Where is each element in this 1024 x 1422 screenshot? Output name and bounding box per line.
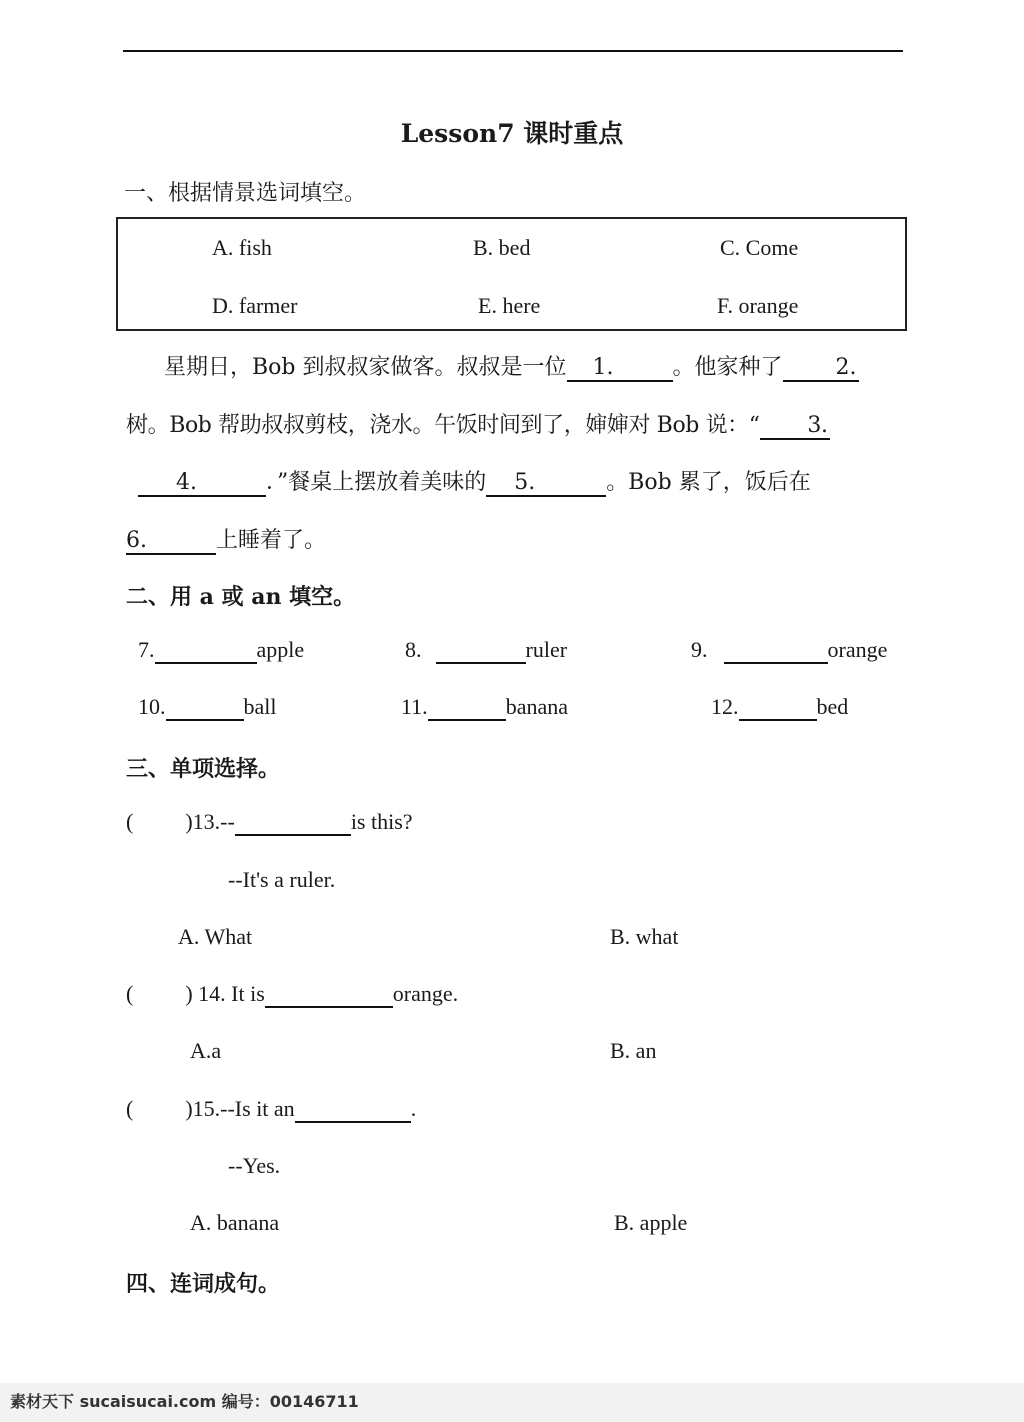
question-14-option-a: A.a <box>190 1038 222 1063</box>
question-stem: ) 14. It is <box>185 981 265 1006</box>
answer-paren-open: ( <box>126 981 134 1006</box>
item-word: orange <box>827 637 888 662</box>
blank-5: 5. <box>486 471 606 497</box>
answer-blank <box>436 638 526 664</box>
question-13-option-b: B. what <box>610 924 679 949</box>
question-14-option-b: B. an <box>610 1038 657 1063</box>
blank-1: 1. <box>567 356 673 382</box>
watermark-text: 素材天下 sucaisucai.com 编号：00146711 <box>10 1392 359 1411</box>
option-d: D. farmer <box>212 293 298 318</box>
question-13-reply: --It's a ruler. <box>228 867 336 892</box>
passage-text: 。Bob 累了，饭后在 <box>606 470 811 495</box>
passage-text: 星期日，Bob 到叔叔家做客。叔叔是一位 <box>164 355 567 380</box>
passage-line-4 <box>126 523 326 555</box>
option-c: C. Come <box>720 235 799 260</box>
item-11 <box>401 694 568 721</box>
passage-line-2 <box>126 408 830 440</box>
item-number: 10. <box>138 694 166 719</box>
item-word: apple <box>256 637 305 662</box>
answer-blank <box>724 638 828 664</box>
question-13 <box>126 809 413 836</box>
question-15-reply: --Yes. <box>228 1153 281 1178</box>
item-number: 8. <box>405 637 422 662</box>
answer-blank <box>739 695 817 721</box>
question-stem: )15.--Is it an <box>185 1096 295 1121</box>
answer-blank <box>428 695 506 721</box>
passage-line-1 <box>164 350 859 382</box>
item-word: bed <box>816 694 849 719</box>
item-number: 11. <box>401 694 428 719</box>
blank-2: 2. <box>783 356 859 382</box>
answer-blank <box>235 810 351 836</box>
item-8 <box>405 637 567 664</box>
answer-blank <box>166 695 244 721</box>
answer-paren-open: ( <box>126 809 134 834</box>
question-15-option-a: A. banana <box>190 1210 280 1235</box>
question-13-option-a: A. What <box>178 924 253 949</box>
option-a: A. fish <box>212 235 272 260</box>
item-number: 12. <box>711 694 739 719</box>
item-12 <box>711 694 848 721</box>
passage-text: 树。Bob 帮助叔叔剪枝，浇水。午饭时间到了，婶婶对 Bob 说：“ <box>126 413 760 438</box>
item-number: 9. <box>691 637 708 662</box>
section-2-heading: 二、用 a 或 an 填空。 <box>126 584 356 610</box>
answer-blank <box>265 982 393 1008</box>
top-rule <box>123 50 903 52</box>
section-4-heading: 四、连词成句。 <box>126 1271 281 1297</box>
option-e: E. here <box>478 293 541 318</box>
question-tail: is this? <box>350 809 413 834</box>
page-title: Lesson7 课时重点 <box>400 119 624 148</box>
section-3-heading: 三、单项选择。 <box>126 756 281 782</box>
blank-3: 3. <box>760 414 830 440</box>
item-9 <box>691 637 887 664</box>
blank-6: 6. <box>126 529 216 555</box>
passage-text: 上睡着了。 <box>216 528 327 553</box>
question-15 <box>126 1096 416 1123</box>
question-tail: orange. <box>392 981 459 1006</box>
answer-blank <box>295 1097 411 1123</box>
passage-line-3 <box>138 465 811 497</box>
item-10 <box>138 694 277 721</box>
section-1-heading: 一、根据情景选词填空。 <box>124 181 367 206</box>
item-word: ruler <box>525 637 568 662</box>
question-14 <box>126 981 458 1008</box>
passage-text: 。他家种了 <box>672 355 783 380</box>
answer-blank <box>155 638 257 664</box>
question-tail: . <box>410 1096 417 1121</box>
item-word: banana <box>505 694 568 719</box>
blank-4: 4. <box>138 471 266 497</box>
item-7 <box>138 637 304 664</box>
option-f: F. orange <box>717 293 799 318</box>
item-number: 7. <box>138 637 155 662</box>
option-b: B. bed <box>473 235 531 260</box>
question-15-option-b: B. apple <box>614 1210 688 1235</box>
passage-text: ．”餐桌上摆放着美味的 <box>266 470 487 495</box>
item-word: ball <box>243 694 277 719</box>
answer-paren-open: ( <box>126 1096 134 1121</box>
question-stem: )13.-- <box>185 809 235 834</box>
